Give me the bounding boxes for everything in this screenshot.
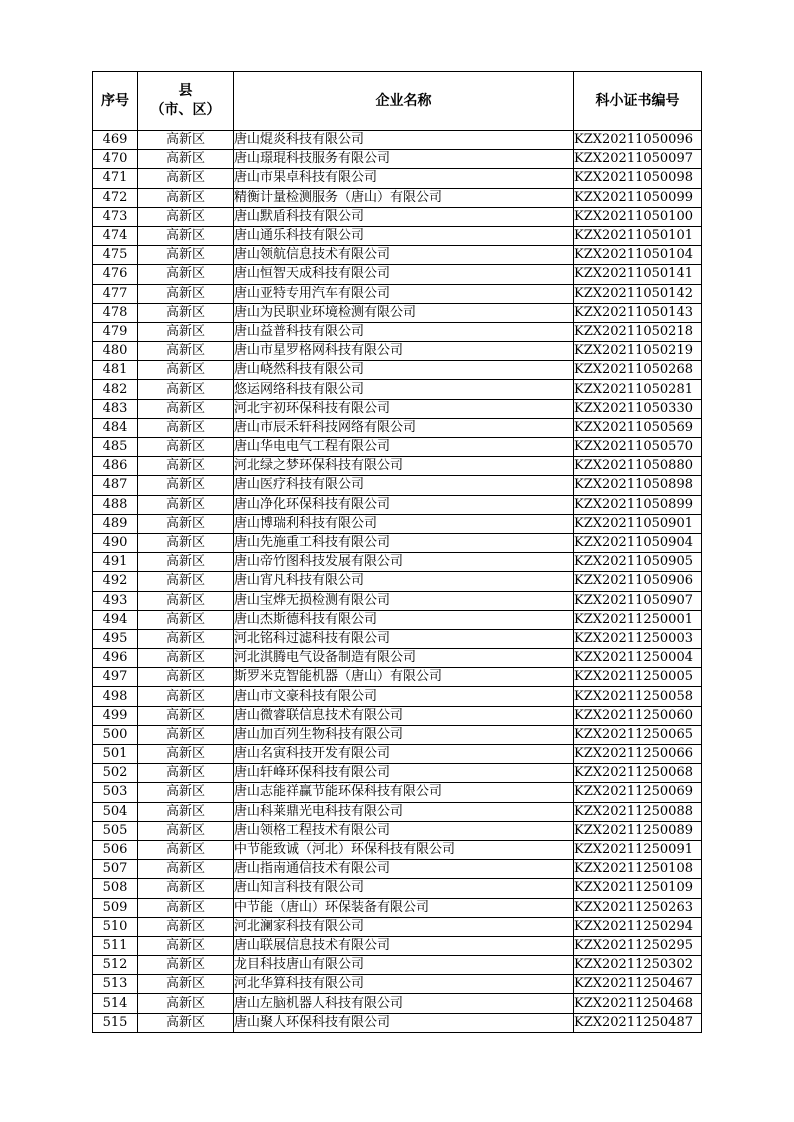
certificate-number-cell: KZX20211250294 — [574, 917, 702, 936]
table-row — [93, 629, 702, 648]
enterprise-name-cell: 唐山市辰禾轩科技网络有限公司 — [234, 418, 574, 437]
county-cell: 高新区 — [138, 533, 234, 552]
certificate-number-cell: KZX20211250088 — [574, 802, 702, 821]
enterprise-name-cell: 唐山帝竹图科技发展有限公司 — [234, 553, 574, 572]
table-row — [93, 265, 702, 284]
table-row — [93, 936, 702, 955]
serial-number-cell: 486 — [93, 457, 138, 476]
serial-number-cell: 508 — [93, 879, 138, 898]
serial-number-cell: 512 — [93, 956, 138, 975]
certificate-number-cell: KZX20211050104 — [574, 246, 702, 265]
county-cell: 高新区 — [138, 879, 234, 898]
enterprise-name-cell: 龙目科技唐山有限公司 — [234, 956, 574, 975]
serial-number-cell: 496 — [93, 649, 138, 668]
serial-number-cell: 488 — [93, 495, 138, 514]
serial-number-cell: 507 — [93, 860, 138, 879]
certificate-number-cell: KZX20211250468 — [574, 994, 702, 1013]
county-cell: 高新区 — [138, 418, 234, 437]
county-cell: 高新区 — [138, 975, 234, 994]
serial-number-cell: 503 — [93, 783, 138, 802]
county-cell: 高新区 — [138, 936, 234, 955]
county-cell: 高新区 — [138, 226, 234, 245]
county-cell: 高新区 — [138, 668, 234, 687]
certificate-number-cell: KZX20211250295 — [574, 936, 702, 955]
enterprise-name-cell: 河北宇初环保科技有限公司 — [234, 399, 574, 418]
table-row — [93, 764, 702, 783]
certificate-number-cell: KZX20211250302 — [574, 956, 702, 975]
table-row — [93, 207, 702, 226]
serial-number-cell: 481 — [93, 361, 138, 380]
enterprise-name-cell: 唐山名寅科技开发有限公司 — [234, 745, 574, 764]
certificate-number-cell: KZX20211050906 — [574, 572, 702, 591]
serial-number-cell: 475 — [93, 246, 138, 265]
enterprise-name-cell: 河北绿之梦环保科技有限公司 — [234, 457, 574, 476]
enterprise-name-cell: 唐山净化环保科技有限公司 — [234, 495, 574, 514]
enterprise-name-cell: 唐山领格工程技术有限公司 — [234, 821, 574, 840]
header-row — [93, 72, 702, 131]
enterprise-name-cell: 唐山轩峰环保科技有限公司 — [234, 764, 574, 783]
certificate-number-cell: KZX20211050097 — [574, 150, 702, 169]
serial-number-cell: 494 — [93, 610, 138, 629]
table-row — [93, 840, 702, 859]
table-row — [93, 898, 702, 917]
county-cell: 高新区 — [138, 457, 234, 476]
county-cell: 高新区 — [138, 840, 234, 859]
county-cell: 高新区 — [138, 188, 234, 207]
enterprise-name-cell: 唐山左脑机器人科技有限公司 — [234, 994, 574, 1013]
county-cell: 高新区 — [138, 380, 234, 399]
table-row — [93, 783, 702, 802]
table-row — [93, 380, 702, 399]
county-cell: 高新区 — [138, 476, 234, 495]
county-cell: 高新区 — [138, 361, 234, 380]
county-cell: 高新区 — [138, 246, 234, 265]
serial-number-cell: 483 — [93, 399, 138, 418]
county-cell: 高新区 — [138, 783, 234, 802]
serial-number-cell: 472 — [93, 188, 138, 207]
table-row — [93, 687, 702, 706]
enterprise-name-cell: 唐山先施重工科技有限公司 — [234, 533, 574, 552]
enterprise-name-cell: 唐山亚特专用汽车有限公司 — [234, 284, 574, 303]
enterprise-name-cell: 唐山联展信息技术有限公司 — [234, 936, 574, 955]
serial-number-cell: 493 — [93, 591, 138, 610]
serial-number-cell: 479 — [93, 322, 138, 341]
certificate-number-cell: KZX20211050880 — [574, 457, 702, 476]
enterprise-name-cell: 唐山华电电气工程有限公司 — [234, 438, 574, 457]
table-row — [93, 533, 702, 552]
serial-number-cell: 510 — [93, 917, 138, 936]
certificate-number-cell: KZX20211050098 — [574, 169, 702, 188]
enterprise-name-cell: 唐山默盾科技有限公司 — [234, 207, 574, 226]
table-row — [93, 610, 702, 629]
enterprise-name-cell: 唐山市星罗格网科技有限公司 — [234, 342, 574, 361]
serial-number-cell: 513 — [93, 975, 138, 994]
county-cell: 高新区 — [138, 438, 234, 457]
serial-number-cell: 495 — [93, 629, 138, 648]
serial-number-cell: 498 — [93, 687, 138, 706]
enterprise-name-cell: 唐山市果卓科技有限公司 — [234, 169, 574, 188]
enterprise-name-cell: 唐山恒智天成科技有限公司 — [234, 265, 574, 284]
table-row — [93, 572, 702, 591]
certificate-number-cell: KZX20211050218 — [574, 322, 702, 341]
enterprise-name-cell: 唐山科莱鼎光电科技有限公司 — [234, 802, 574, 821]
certificate-number-cell: KZX20211250004 — [574, 649, 702, 668]
enterprise-name-cell: 斯罗米克智能机器（唐山）有限公司 — [234, 668, 574, 687]
certificate-number-cell: KZX20211050899 — [574, 495, 702, 514]
county-cell: 高新区 — [138, 706, 234, 725]
enterprise-name-cell: 河北澜家科技有限公司 — [234, 917, 574, 936]
serial-number-cell: 489 — [93, 514, 138, 533]
serial-number-cell: 477 — [93, 284, 138, 303]
serial-number-cell: 473 — [93, 207, 138, 226]
enterprise-name-cell: 河北淇腾电气设备制造有限公司 — [234, 649, 574, 668]
serial-number-cell: 500 — [93, 725, 138, 744]
table-row — [93, 131, 702, 150]
certificate-number-cell: KZX20211050100 — [574, 207, 702, 226]
certificate-number-cell: KZX20211050099 — [574, 188, 702, 207]
serial-number-cell: 490 — [93, 533, 138, 552]
enterprise-name-cell: 唐山指南通信技术有限公司 — [234, 860, 574, 879]
table-row — [93, 553, 702, 572]
certificate-number-cell: KZX20211250108 — [574, 860, 702, 879]
table-row — [93, 668, 702, 687]
table-row — [93, 956, 702, 975]
county-cell: 高新区 — [138, 322, 234, 341]
serial-number-cell: 491 — [93, 553, 138, 572]
county-cell: 高新区 — [138, 629, 234, 648]
enterprise-name-cell: 唐山医疗科技有限公司 — [234, 476, 574, 495]
table-row — [93, 821, 702, 840]
enterprise-name-cell: 河北铭科过滤科技有限公司 — [234, 629, 574, 648]
certificate-number-cell: KZX20211250005 — [574, 668, 702, 687]
table-row — [93, 591, 702, 610]
certificate-number-cell: KZX20211050268 — [574, 361, 702, 380]
enterprise-name-cell: 唐山志能祥赢节能环保科技有限公司 — [234, 783, 574, 802]
certificate-number-cell: KZX20211250003 — [574, 629, 702, 648]
table-body — [93, 131, 702, 1033]
county-cell: 高新区 — [138, 956, 234, 975]
county-cell: 高新区 — [138, 898, 234, 917]
serial-number-cell: 480 — [93, 342, 138, 361]
table-row — [93, 246, 702, 265]
county-cell: 高新区 — [138, 802, 234, 821]
header-serial-number: 序号 — [93, 72, 138, 131]
certificate-number-cell: KZX20211050904 — [574, 533, 702, 552]
serial-number-cell: 482 — [93, 380, 138, 399]
certificate-number-cell: KZX20211250467 — [574, 975, 702, 994]
enterprise-name-cell: 河北华算科技有限公司 — [234, 975, 574, 994]
serial-number-cell: 505 — [93, 821, 138, 840]
county-cell: 高新区 — [138, 169, 234, 188]
table-row — [93, 457, 702, 476]
certificate-number-cell: KZX20211050101 — [574, 226, 702, 245]
certificate-number-cell: KZX20211250060 — [574, 706, 702, 725]
county-cell: 高新区 — [138, 207, 234, 226]
county-cell: 高新区 — [138, 860, 234, 879]
table-row — [93, 860, 702, 879]
table-row — [93, 879, 702, 898]
table-row — [93, 418, 702, 437]
county-cell: 高新区 — [138, 150, 234, 169]
table-row — [93, 1013, 702, 1032]
certificate-number-cell: KZX20211050905 — [574, 553, 702, 572]
county-cell: 高新区 — [138, 725, 234, 744]
header-county-line2: （市、区） — [150, 102, 221, 118]
table-row — [93, 802, 702, 821]
serial-number-cell: 506 — [93, 840, 138, 859]
table-row — [93, 975, 702, 994]
certificate-number-cell: KZX20211050898 — [574, 476, 702, 495]
enterprise-name-cell: 唐山聚人环保科技有限公司 — [234, 1013, 574, 1032]
serial-number-cell: 501 — [93, 745, 138, 764]
table-row — [93, 725, 702, 744]
county-cell: 高新区 — [138, 265, 234, 284]
serial-number-cell: 497 — [93, 668, 138, 687]
table-row — [93, 649, 702, 668]
certificate-number-cell: KZX20211250263 — [574, 898, 702, 917]
header-county — [138, 72, 234, 131]
serial-number-cell: 484 — [93, 418, 138, 437]
certificate-number-cell: KZX20211050901 — [574, 514, 702, 533]
enterprise-name-cell: 唐山宝烨无损检测有限公司 — [234, 591, 574, 610]
county-cell: 高新区 — [138, 649, 234, 668]
table-row — [93, 150, 702, 169]
enterprise-name-cell: 唐山为民职业环境检测有限公司 — [234, 303, 574, 322]
county-cell: 高新区 — [138, 1013, 234, 1032]
certificate-number-cell: KZX20211050330 — [574, 399, 702, 418]
certificate-number-cell: KZX20211250109 — [574, 879, 702, 898]
certificate-number-cell: KZX20211250487 — [574, 1013, 702, 1032]
county-cell: 高新区 — [138, 399, 234, 418]
serial-number-cell: 504 — [93, 802, 138, 821]
certificate-number-cell: KZX20211050569 — [574, 418, 702, 437]
certificate-number-cell: KZX20211050281 — [574, 380, 702, 399]
enterprise-table — [92, 71, 702, 1033]
certificate-number-cell: KZX20211050570 — [574, 438, 702, 457]
enterprise-name-cell: 唐山微睿联信息技术有限公司 — [234, 706, 574, 725]
county-cell: 高新区 — [138, 687, 234, 706]
table-row — [93, 399, 702, 418]
table-row — [93, 994, 702, 1013]
certificate-number-cell: KZX20211050219 — [574, 342, 702, 361]
serial-number-cell: 509 — [93, 898, 138, 917]
enterprise-name-cell: 唐山焜炎科技有限公司 — [234, 131, 574, 150]
table-row — [93, 917, 702, 936]
table-row — [93, 342, 702, 361]
table-row — [93, 361, 702, 380]
county-cell: 高新区 — [138, 764, 234, 783]
table-row — [93, 322, 702, 341]
certificate-number-cell: KZX20211050096 — [574, 131, 702, 150]
table-row — [93, 438, 702, 457]
header-certificate-number: 科小证书编号 — [574, 72, 702, 131]
county-cell: 高新区 — [138, 917, 234, 936]
enterprise-name-cell: 唐山知言科技有限公司 — [234, 879, 574, 898]
enterprise-name-cell: 唐山通乐科技有限公司 — [234, 226, 574, 245]
county-cell: 高新区 — [138, 994, 234, 1013]
enterprise-name-cell: 中节能（唐山）环保装备有限公司 — [234, 898, 574, 917]
table-row — [93, 476, 702, 495]
enterprise-name-cell: 唐山领航信息技术有限公司 — [234, 246, 574, 265]
enterprise-name-cell: 唐山博瑞利科技有限公司 — [234, 514, 574, 533]
certificate-number-cell: KZX20211250066 — [574, 745, 702, 764]
enterprise-name-cell: 中节能致诚（河北）环保科技有限公司 — [234, 840, 574, 859]
table-row — [93, 188, 702, 207]
serial-number-cell: 511 — [93, 936, 138, 955]
certificate-number-cell: KZX20211250089 — [574, 821, 702, 840]
serial-number-cell: 476 — [93, 265, 138, 284]
certificate-number-cell: KZX20211050143 — [574, 303, 702, 322]
certificate-number-cell: KZX20211050141 — [574, 265, 702, 284]
certificate-number-cell: KZX20211250001 — [574, 610, 702, 629]
certificate-number-cell: KZX20211250065 — [574, 725, 702, 744]
certificate-number-cell: KZX20211250069 — [574, 783, 702, 802]
county-cell: 高新区 — [138, 495, 234, 514]
county-cell: 高新区 — [138, 284, 234, 303]
serial-number-cell: 474 — [93, 226, 138, 245]
table-row — [93, 284, 702, 303]
county-cell: 高新区 — [138, 131, 234, 150]
enterprise-name-cell: 唐山宵凡科技有限公司 — [234, 572, 574, 591]
certificate-number-cell: KZX20211250068 — [574, 764, 702, 783]
serial-number-cell: 487 — [93, 476, 138, 495]
certificate-number-cell: KZX20211250058 — [574, 687, 702, 706]
enterprise-name-cell: 唐山加百列生物科技有限公司 — [234, 725, 574, 744]
county-cell: 高新区 — [138, 821, 234, 840]
header-enterprise-name: 企业名称 — [234, 72, 574, 131]
enterprise-name-cell: 唐山峣然科技有限公司 — [234, 361, 574, 380]
table-row — [93, 495, 702, 514]
enterprise-name-cell: 唐山杰斯德科技有限公司 — [234, 610, 574, 629]
serial-number-cell: 485 — [93, 438, 138, 457]
certificate-number-cell: KZX20211050907 — [574, 591, 702, 610]
table-header — [93, 72, 702, 131]
county-cell: 高新区 — [138, 303, 234, 322]
county-cell: 高新区 — [138, 610, 234, 629]
serial-number-cell: 492 — [93, 572, 138, 591]
header-county-line1: 县 — [178, 83, 193, 99]
county-cell: 高新区 — [138, 572, 234, 591]
table-row — [93, 745, 702, 764]
county-cell: 高新区 — [138, 514, 234, 533]
serial-number-cell: 514 — [93, 994, 138, 1013]
table-row — [93, 226, 702, 245]
serial-number-cell: 469 — [93, 131, 138, 150]
enterprise-name-cell: 精衡计量检测服务（唐山）有限公司 — [234, 188, 574, 207]
certificate-number-cell: KZX20211250091 — [574, 840, 702, 859]
enterprise-name-cell: 唐山益普科技有限公司 — [234, 322, 574, 341]
enterprise-name-cell: 唐山璟琨科技服务有限公司 — [234, 150, 574, 169]
serial-number-cell: 499 — [93, 706, 138, 725]
county-cell: 高新区 — [138, 342, 234, 361]
enterprise-name-cell: 唐山市文豪科技有限公司 — [234, 687, 574, 706]
table-row — [93, 514, 702, 533]
table-row — [93, 169, 702, 188]
serial-number-cell: 515 — [93, 1013, 138, 1032]
serial-number-cell: 478 — [93, 303, 138, 322]
certificate-number-cell: KZX20211050142 — [574, 284, 702, 303]
table-row — [93, 303, 702, 322]
county-cell: 高新区 — [138, 553, 234, 572]
serial-number-cell: 502 — [93, 764, 138, 783]
serial-number-cell: 471 — [93, 169, 138, 188]
table-row — [93, 706, 702, 725]
serial-number-cell: 470 — [93, 150, 138, 169]
enterprise-name-cell: 悠运网络科技有限公司 — [234, 380, 574, 399]
county-cell: 高新区 — [138, 745, 234, 764]
county-cell: 高新区 — [138, 591, 234, 610]
